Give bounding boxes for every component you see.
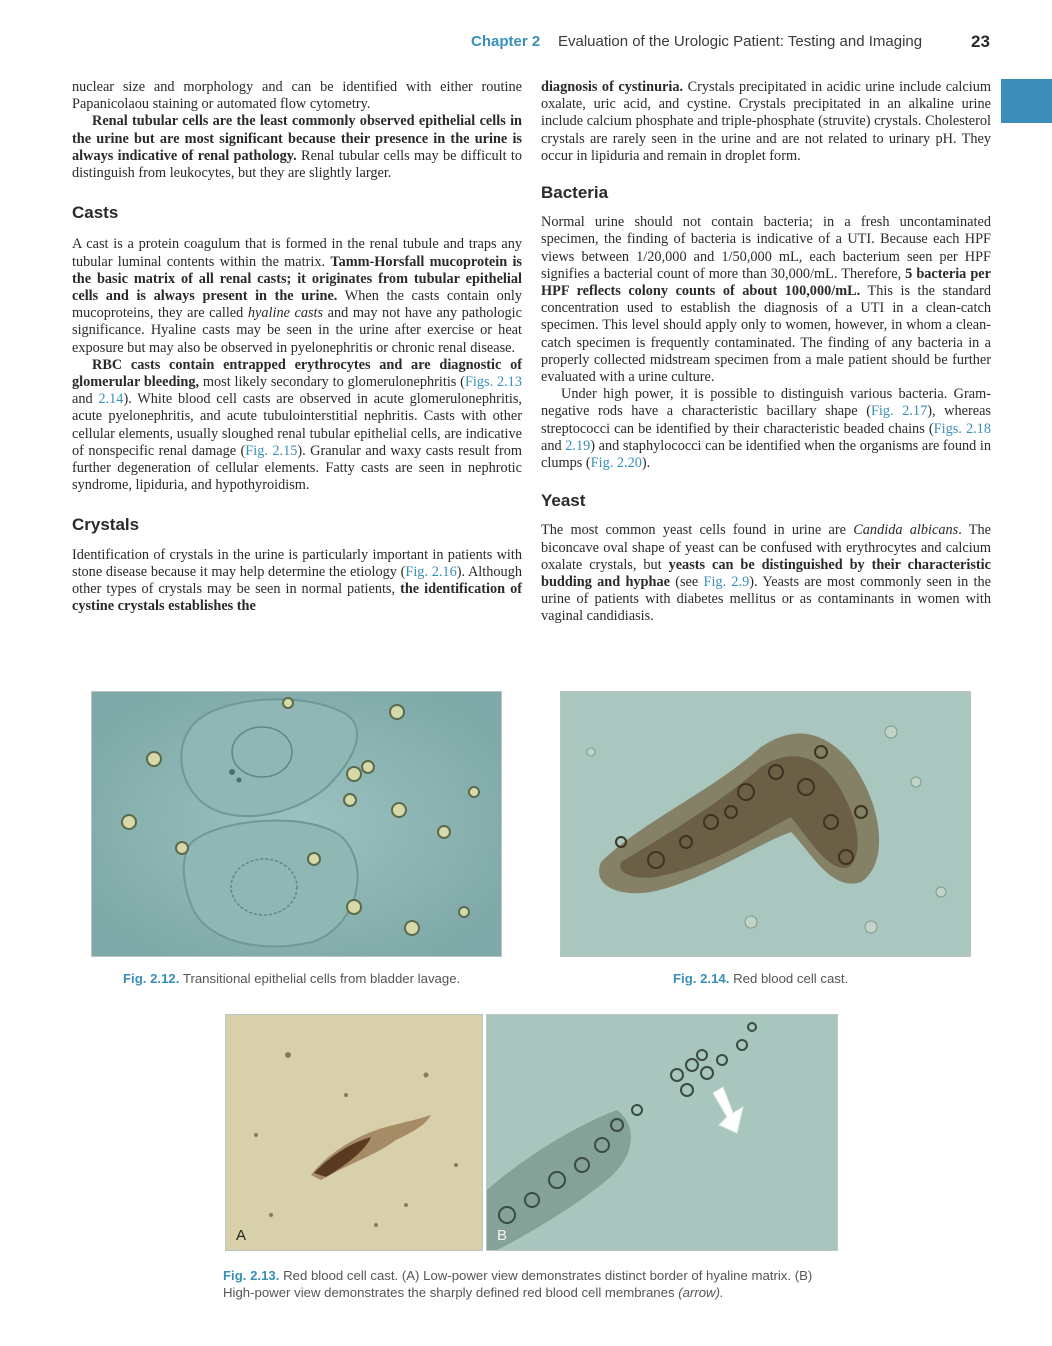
paragraph: A cast is a protein coagulum that is formed in the renal tubule and traps any tubular luminal contents within the matrix. Tamm-Horsfall mucoprotein is the basic matrix of all renal casts; it originates from tubular epithelial cells and is always present in the urine. When the casts contain only mucoproteins, they are called hyaline casts and may not have any pathologic significance. Hyaline casts may be seen in the urine after exercise or heat exposure but may also be observed in pyelonephritis or chronic renal disease. bbox=[72, 236, 523, 356]
right-column bbox=[541, 79, 991, 626]
paragraph: diagnosis of cystinuria. Crystals precipitated in acidic urine include calcium oxalate, uric acid, and cystine. Crystals precipitated in an alkaline urine include calcium phosphate and triple-phosphate (struvite) crystals. Cholesterol crystals are rarely seen in the urine and are not related to urinary pH. They occur in lipiduria and remain in droplet form. bbox=[541, 79, 991, 164]
paragraph: RBC casts contain entrapped erythrocytes and are diagnostic of glomerular bleeding, most likely secondary to glomerulonephritis (Figs. 2.13 and 2.14). White blood cell casts are observed in acute glomerulonephritis, acute pyelonephritis, and acute tubulointerstitial nephritis. Casts with other cellular elements, usually sloughed renal tubular epithelial cells, are indicative of nonspecific renal damage (Fig. 2.15). Granular and waxy casts result from further degeneration of cellular elements. Fatty casts are seen in nephrotic syndrome, lipiduria, and hypothyroidism. bbox=[72, 356, 522, 494]
figure-2-12-image bbox=[91, 691, 502, 957]
figure-link[interactable]: Fig. 2.9 bbox=[703, 574, 750, 591]
section-heading-casts: Casts bbox=[72, 203, 119, 223]
paragraph: Renal tubular cells are the least commonly observed epithelial cells in the urine but are most significant because their presence in the urine is always indicative of renal pathology. Renal tubular cells may be difficult to distinguish from leukocytes, but they are slightly larger. bbox=[72, 113, 522, 182]
figure-link[interactable]: Fig. 2.16 bbox=[405, 563, 457, 580]
section-heading-crystals: Crystals bbox=[72, 515, 140, 535]
section-heading-bacteria: Bacteria bbox=[541, 183, 609, 203]
figure-link[interactable]: Fig. 2.17 bbox=[870, 403, 928, 420]
rbc-cast-micrograph bbox=[561, 692, 970, 956]
figure-2-14-image bbox=[560, 691, 971, 957]
paragraph: Under high power, it is possible to distinguish various bacteria. Gram-negative rods have a characteristic bacillary shape (Fig. 2.17), whereas streptococci can be identified by their characteristic beaded chains (Figs. 2.18 and 2.19) and staphylococci can be identified when the organisms are found in clumps (Fig. 2.20). bbox=[541, 386, 992, 472]
figure-link[interactable]: Figs. 2.13 bbox=[464, 374, 522, 391]
paragraph: The most common yeast cells found in urine are Candida albicans. The biconcave oval shape of yeast can be confused with erythrocytes and calcium oxalate crystals, but yeasts can be distinguished by their characteristic budding and hyphae (see Fig. 2.9). Yeasts are most commonly seen in the urine of patients with diabetes mellitus or as contaminants in women with vaginal candidiasis. bbox=[541, 522, 991, 625]
panel-label-a: A bbox=[236, 1227, 247, 1244]
running-header bbox=[0, 32, 1052, 56]
figure-2-14-caption: Fig. 2.14. Red blood cell cast. bbox=[673, 971, 849, 986]
panel-label-b: B bbox=[497, 1227, 508, 1244]
page-number: 23 bbox=[971, 32, 990, 51]
figure-link[interactable]: Fig. 2.20 bbox=[590, 455, 642, 472]
figure-link[interactable]: 2.19 bbox=[565, 437, 591, 454]
chapter-title: Evaluation of the Urologic Patient: Testing and Imaging bbox=[558, 33, 923, 50]
chapter-thumb-tab bbox=[1001, 79, 1052, 123]
figure-2-13b-image bbox=[486, 1014, 838, 1251]
epithelial-cells-micrograph bbox=[92, 692, 501, 956]
figure-link[interactable]: Fig. 2.15 bbox=[245, 442, 298, 459]
low-power-cast-micrograph bbox=[226, 1015, 482, 1250]
figure-link[interactable]: Figs. 2.18 bbox=[933, 420, 991, 437]
figure-2-13a-image bbox=[225, 1014, 483, 1251]
paragraph: Normal urine should not contain bacteria; in a fresh uncontaminated specimen, the finding of bacteria is indicative of a UTI. Because each HPF views between 1/20,000 and 1/50,000 mL, each bacterium seen per HPF signifies a bacterial count of more than 30,000/mL. Therefore, 5 bacteria per HPF reflects colony counts of about 100,000/mL. This is the standard concentration used to establish the diagnosis of a UTI in a clean-catch specimen. This level should apply only to women, however, in whom a clean-catch specimen is frequently contaminated. The finding of any bacteria in a properly collected midstream specimen from a male patient should be further evaluated with a urine culture. bbox=[541, 214, 991, 386]
high-power-cast-micrograph bbox=[487, 1015, 837, 1250]
left-column bbox=[72, 79, 522, 615]
figure-2-12-caption: Fig. 2.12. Transitional epithelial cells from bladder lavage. bbox=[123, 971, 461, 986]
paragraph: nuclear size and morphology and can be identified with either routine Papanicolaou staining or automated flow cytometry. bbox=[72, 79, 522, 113]
chapter-label: Chapter 2 bbox=[471, 33, 541, 50]
figure-2-13-caption: Fig. 2.13. Red blood cell cast. (A) Low-power view demonstrates distinct border of hyaline matrix. (B) High-power view demonstrates the sharply defined red blood cell membranes (arrow). bbox=[223, 1268, 813, 1300]
section-heading-yeast: Yeast bbox=[541, 491, 586, 511]
figure-link[interactable]: 2.14 bbox=[98, 391, 124, 408]
paragraph: Identification of crystals in the urine is particularly important in patients with stone disease because it may help determine the etiology (Fig. 2.16). Although other types of crystals may be seen in normal patients, the identification of cystine crystals establishes the bbox=[72, 546, 522, 615]
